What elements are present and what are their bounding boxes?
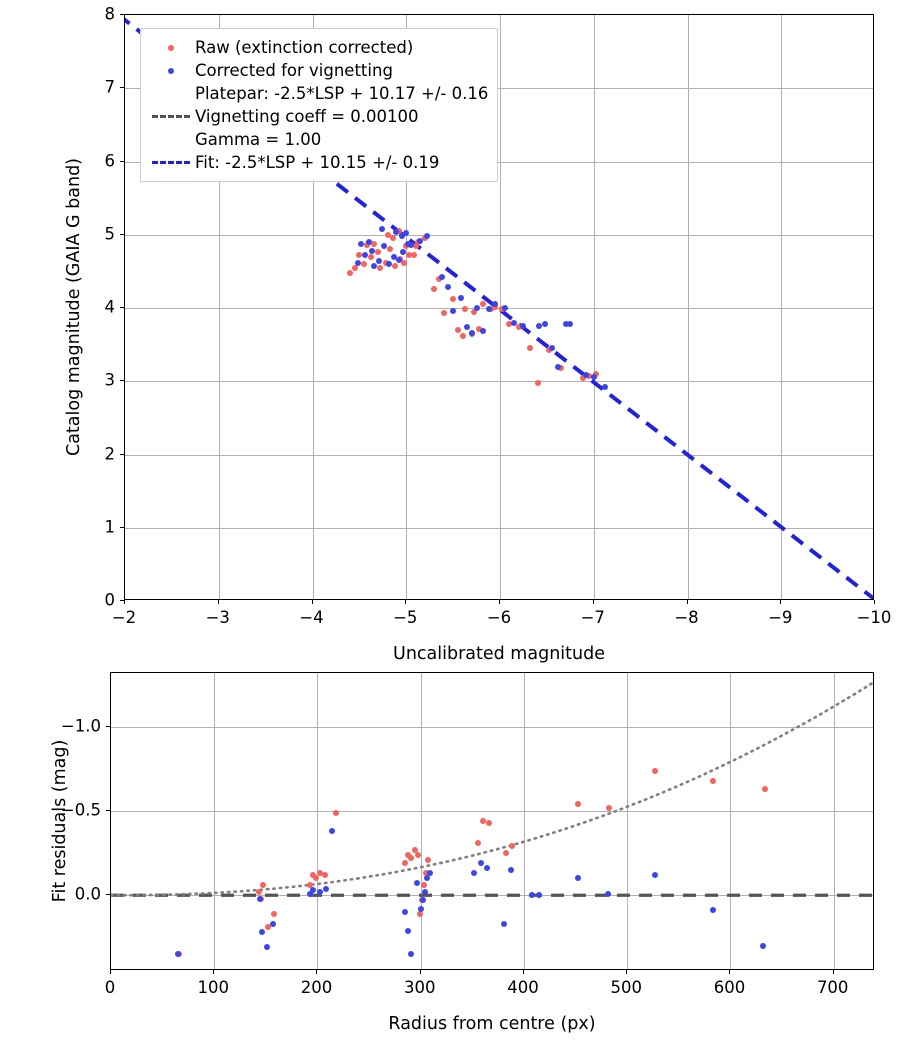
data-point	[508, 867, 514, 873]
data-point	[405, 928, 411, 934]
y-tick-label: 7	[104, 77, 115, 97]
data-point	[402, 860, 408, 866]
data-point	[501, 921, 507, 927]
x-tick-label: −7	[580, 608, 605, 627]
data-point	[475, 840, 481, 846]
data-point	[402, 909, 408, 915]
x-tick-label: 700	[816, 978, 849, 997]
x-tick-label: −2	[111, 608, 137, 627]
data-point	[536, 892, 542, 898]
data-point	[310, 887, 316, 893]
x-tick-label: 500	[610, 978, 642, 997]
y-tick-label: 8	[104, 4, 115, 24]
data-point	[529, 892, 535, 898]
data-point	[480, 818, 486, 824]
legend-label: Corrected for vignetting	[195, 60, 393, 80]
x-tick	[729, 970, 730, 974]
vignetting-model-curve	[111, 681, 874, 895]
y-tick-label: 0	[104, 590, 115, 610]
data-point	[503, 850, 509, 856]
data-point	[408, 855, 414, 861]
data-point	[271, 911, 277, 917]
y-tick-label: 0.0	[74, 884, 101, 904]
data-point	[710, 778, 716, 784]
data-point	[317, 889, 323, 895]
legend-label: Raw (extinction corrected)	[195, 37, 414, 57]
data-point	[260, 882, 266, 888]
x-tick-label: 300	[403, 978, 436, 997]
x-axis-label: Uncalibrated magnitude	[393, 644, 605, 664]
x-tick-label: 200	[300, 978, 333, 997]
data-point	[257, 896, 263, 902]
x-tick-label: −5	[393, 608, 418, 627]
y-tick-label: 5	[104, 224, 115, 244]
data-point	[415, 852, 421, 858]
data-point	[408, 951, 414, 957]
data-point	[323, 886, 329, 892]
x-tick-label: 100	[197, 978, 229, 997]
data-point	[760, 943, 766, 949]
data-point	[484, 865, 490, 871]
x-tick	[420, 970, 421, 974]
x-tick	[626, 970, 627, 974]
data-point	[333, 810, 339, 816]
x-tick-label: −8	[674, 608, 699, 627]
y-tick-label: 3	[104, 370, 115, 390]
residuals-plot-area	[110, 672, 874, 970]
y-tick-label: −1.0	[60, 716, 101, 736]
x-tick-label: 600	[713, 978, 746, 997]
x-tick-label: 400	[507, 978, 539, 997]
x-tick	[110, 970, 111, 974]
data-point	[575, 875, 581, 881]
data-point	[418, 906, 424, 912]
legend-label: Vignetting coeff = 0.00100	[195, 107, 419, 126]
data-point	[486, 820, 492, 826]
legend-label: Fit: -2.5*LSP + 10.15 +/- 0.19	[195, 152, 440, 172]
x-tick-label: −9	[768, 608, 793, 627]
x-tick	[316, 970, 317, 974]
x-tick-label: −6	[486, 608, 512, 627]
data-point	[270, 921, 276, 927]
data-point	[425, 857, 431, 863]
data-point	[256, 889, 262, 895]
data-point	[471, 870, 477, 876]
data-point	[606, 805, 612, 811]
data-point	[575, 801, 581, 807]
data-point	[264, 944, 270, 950]
y-tick-label: 4	[104, 297, 115, 317]
data-point	[175, 951, 181, 957]
y-axis-label: Fit residuals (mag)	[50, 739, 70, 903]
x-tick-label: −10	[856, 608, 892, 627]
y-tick-label: 1	[104, 517, 115, 537]
data-point	[605, 891, 611, 897]
y-axis-label: Catalog magnitude (GAIA G band)	[64, 157, 84, 457]
data-point	[762, 786, 768, 792]
x-tick	[833, 970, 834, 974]
legend-label: Gamma = 1.00	[195, 130, 322, 149]
data-point	[710, 907, 716, 913]
y-tick-label: 2	[104, 444, 115, 463]
data-point	[509, 843, 515, 849]
x-tick-label: −3	[205, 608, 230, 627]
y-tick	[106, 894, 110, 895]
y-tick	[106, 726, 110, 727]
data-point	[652, 768, 658, 774]
model-lines	[111, 673, 874, 970]
data-point	[427, 870, 433, 876]
x-tick-label: −4	[299, 608, 324, 627]
data-point	[322, 872, 328, 878]
data-point	[420, 897, 426, 903]
x-tick	[523, 970, 524, 974]
legend-label: Platepar: -2.5*LSP + 10.17 +/- 0.16	[195, 84, 489, 103]
y-tick-label: −0.5	[60, 800, 101, 820]
data-point	[422, 889, 428, 895]
data-point	[414, 880, 420, 886]
data-point	[478, 860, 484, 866]
x-tick	[213, 970, 214, 974]
data-point	[329, 828, 335, 834]
x-axis-label: Radius from centre (px)	[388, 1014, 596, 1034]
y-tick-label: 6	[104, 151, 115, 170]
x-tick-label: 0	[104, 978, 116, 997]
data-point	[421, 882, 427, 888]
data-point	[652, 872, 658, 878]
data-point	[259, 929, 265, 935]
y-tick	[106, 810, 110, 811]
